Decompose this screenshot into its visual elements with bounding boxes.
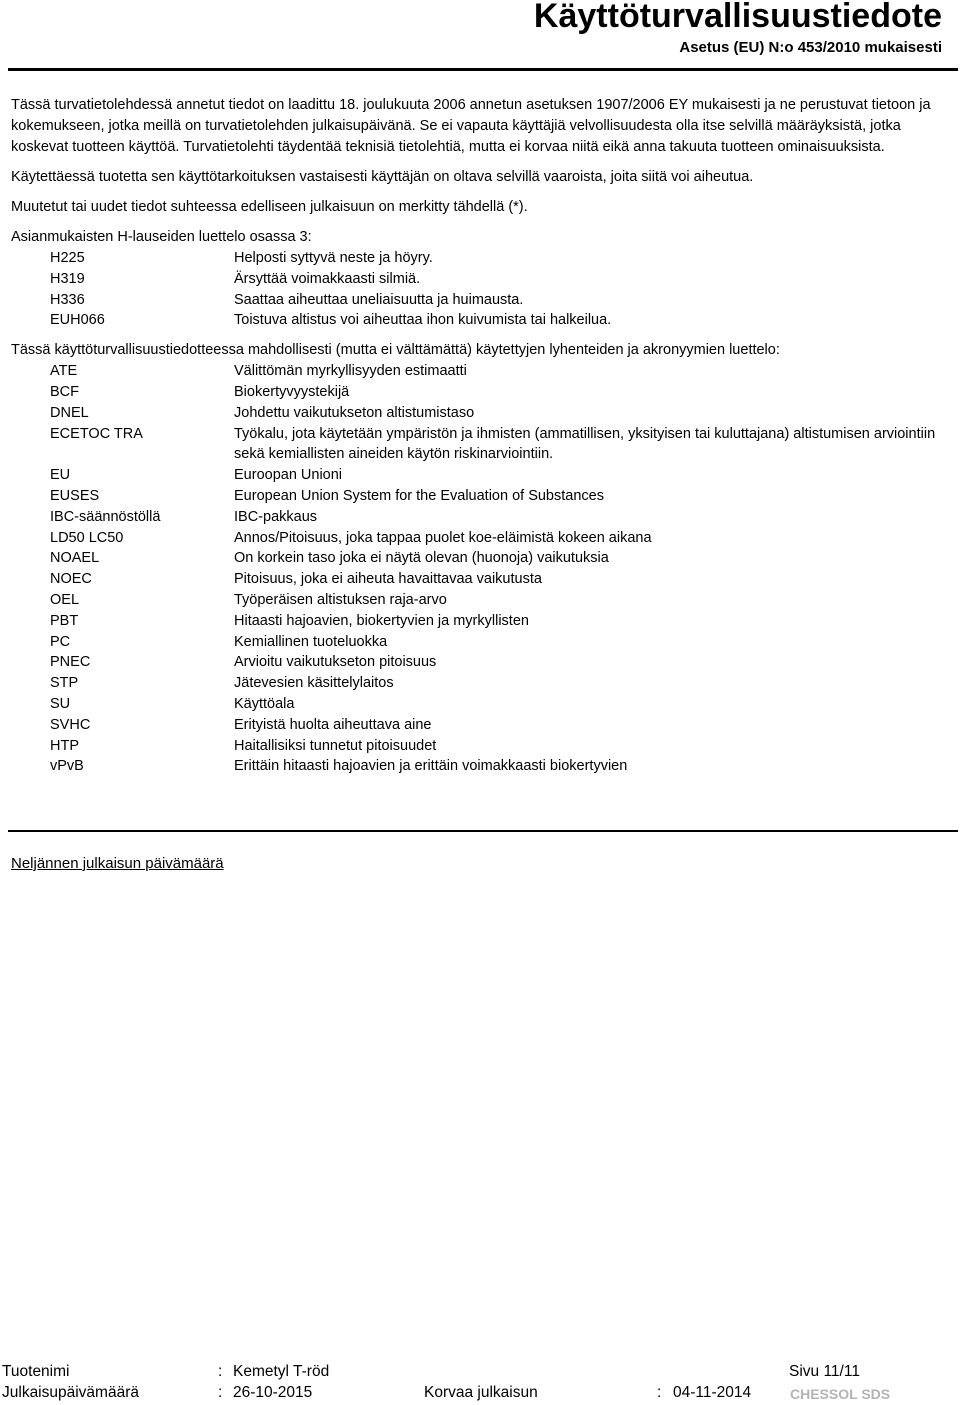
abbr-code: PC — [50, 633, 71, 650]
abbreviation-row — [11, 465, 956, 486]
abbr-code: BCF — [50, 383, 79, 400]
abbr-code: NOEC — [50, 571, 92, 588]
abbr-code: EU — [50, 467, 71, 484]
footer-row-dates — [0, 1384, 960, 1405]
abbr-text: Annos/Pitoisuus, joka tappaa puolet koe-eläimistä kokeen aikana — [234, 529, 652, 546]
document-title: Käyttöturvallisuustiedote — [533, 0, 942, 35]
abbr-code: HTP — [50, 737, 79, 754]
header-divider — [8, 68, 958, 71]
abbreviation-row — [11, 611, 956, 632]
abbreviation-row — [11, 632, 956, 653]
abbreviation-row — [11, 382, 956, 403]
abbr-text: European Union System for the Evaluation of Substances — [234, 487, 604, 504]
intro-paragraph: Tässä turvatietolehdessä annetut tiedot on laadittu 18. joulukuuta 2006 annetun asetuksen 1907/2006 EY mukaisesti ja ne perustuvat tietoon ja kokemukseen, jotka meillä on turvatietolehden julkaisupäivänä. Se ei vapauta käyttäjiä velvollisuudesta olla itse selvillä määräyksistä, jotka koskevat tuotteen käyttöä. Turvatietolehti täydentää teknisiä tietolehtiä, mutta ei korvaa niitä eikä anna takuuta tuotteen ominaisuuksista. — [11, 97, 931, 155]
h-statement-row — [11, 310, 956, 331]
brand-logo: CHESSOL SDS — [790, 1386, 891, 1402]
h-code: H225 — [50, 250, 85, 266]
abbr-code: SVHC — [50, 716, 91, 733]
abbr-text: Erittäin hitaasti hajoavien ja erittäin voimakkaasti biokertyvien — [234, 758, 628, 775]
regulation-subtitle: Asetus (EU) N:o 453/2010 mukaisesti — [679, 39, 942, 56]
abbr-text: Työkalu, jota käytetään ympäristön ja ihmisten (ammatillisen, yksityisen tai kuluttajana) altistumisen arviointiin sekä kemiallisten aineiden käytön riskinarviointiin. — [234, 425, 936, 463]
abbr-text: On korkein taso joka ei näytä olevan (huonoja) vaikutuksia — [234, 550, 609, 567]
abbr-text: Johdettu vaikutukseton altistumistaso — [234, 404, 475, 421]
abbreviations-heading: Tässä käyttöturvallisuustiedotteessa mahdollisesti (mutta ei välttämättä) käytettyjen lyhenteiden ja akronyymien luettelo: — [11, 342, 780, 359]
separator: : — [218, 1384, 223, 1401]
abbr-code: STP — [50, 675, 79, 692]
abbreviation-row — [11, 736, 956, 757]
abbreviation-row — [11, 486, 956, 507]
h-statements-list — [11, 248, 956, 331]
h-code: EUH066 — [50, 312, 105, 329]
h-code: H319 — [50, 270, 85, 287]
abbr-text: Arvioitu vaikutukseton pitoisuus — [234, 654, 437, 671]
abbr-text: Biokertyvyystekijä — [234, 383, 350, 400]
abbreviation-row — [11, 403, 956, 424]
abbreviation-row — [11, 673, 956, 694]
abbreviation-row — [11, 715, 956, 736]
h-text: Helposti syttyvä neste ja höyry. — [234, 250, 433, 266]
abbreviation-row — [11, 652, 956, 673]
separator: : — [657, 1384, 662, 1401]
page-number: Sivu 11/11 — [789, 1363, 860, 1380]
abbr-code: vPvB — [50, 758, 84, 775]
h-text: Saattaa aiheuttaa uneliaisuutta ja huimausta. — [234, 291, 524, 308]
h-statement-row — [11, 290, 956, 311]
revision-date-label: Neljännen julkaisun päivämäärä — [11, 855, 224, 872]
abbreviation-row — [11, 590, 956, 611]
abbr-code: SU — [50, 695, 71, 712]
abbr-text: Käyttöala — [234, 695, 295, 712]
abbr-code: EUSES — [50, 487, 100, 504]
abbreviation-row — [11, 424, 956, 466]
h-statement-row — [11, 269, 956, 290]
footer-row-product — [0, 1363, 960, 1384]
abbr-code: NOAEL — [50, 550, 100, 567]
abbreviation-row — [11, 548, 956, 569]
abbreviation-row — [11, 694, 956, 715]
abbr-text: Kemiallinen tuoteluokka — [234, 633, 388, 650]
h-statements-heading: Asianmukaisten H-lauseiden luettelo osassa 3: — [11, 229, 312, 245]
separator: : — [218, 1363, 223, 1380]
publication-date-label: Julkaisupäivämäärä — [2, 1384, 139, 1401]
misuse-paragraph: Käytettäessä tuotetta sen käyttötarkoituksen vastaisesti käyttäjän on oltava selvillä vaaroista, joita siitä voi aiheutua. — [11, 169, 754, 185]
page-footer — [0, 1363, 960, 1405]
abbr-text: Jätevesien käsittelylaitos — [234, 675, 394, 692]
product-name-value: Kemetyl T-röd — [233, 1363, 330, 1380]
changes-paragraph: Muutetut tai uudet tiedot suhteessa edelliseen julkaisuun on merkitty tähdellä (*). — [11, 199, 528, 215]
abbreviation-row — [11, 569, 956, 590]
abbr-code: PBT — [50, 612, 79, 629]
abbreviation-row — [11, 528, 956, 549]
h-text: Toistuva altistus voi aiheuttaa ihon kuivumista tai halkeilua. — [234, 312, 612, 329]
abbr-text: Työperäisen altistuksen raja-arvo — [234, 591, 447, 608]
abbr-text: Pitoisuus, joka ei aiheuta havaittavaa vaikutusta — [234, 571, 542, 588]
section-16-content — [11, 95, 956, 777]
abbr-code: ECETOC TRA — [50, 425, 143, 442]
abbr-code: OEL — [50, 591, 80, 608]
abbr-text: Erityistä huolta aiheuttava aine — [234, 716, 432, 733]
abbr-code: LD50 LC50 — [50, 529, 124, 546]
abbr-code: IBC-säännöstöllä — [50, 508, 161, 525]
replaces-label: Korvaa julkaisun — [424, 1384, 538, 1401]
abbr-text: Välittömän myrkyllisyyden estimaatti — [234, 363, 467, 380]
section-divider — [8, 830, 958, 832]
abbreviations-list — [11, 361, 956, 777]
abbr-text: Hitaasti hajoavien, biokertyvien ja myrkyllisten — [234, 612, 529, 629]
abbreviation-row — [11, 361, 956, 382]
publication-date-value: 26-10-2015 — [233, 1384, 313, 1401]
abbr-text: Haitallisiksi tunnetut pitoisuudet — [234, 737, 437, 754]
product-name-label: Tuotenimi — [2, 1363, 70, 1380]
abbr-code: ATE — [50, 363, 78, 380]
h-code: H336 — [50, 291, 85, 308]
h-statement-row — [11, 248, 956, 269]
abbr-code: DNEL — [50, 404, 89, 421]
abbreviation-row — [11, 756, 956, 777]
replaces-date-value: 04-11-2014 — [673, 1384, 752, 1401]
h-text: Ärsyttää voimakkaasti silmiä. — [234, 270, 421, 287]
abbr-code: PNEC — [50, 654, 91, 671]
abbreviation-row — [11, 507, 956, 528]
abbr-text: IBC-pakkaus — [234, 508, 318, 525]
abbr-text: Euroopan Unioni — [234, 467, 343, 484]
